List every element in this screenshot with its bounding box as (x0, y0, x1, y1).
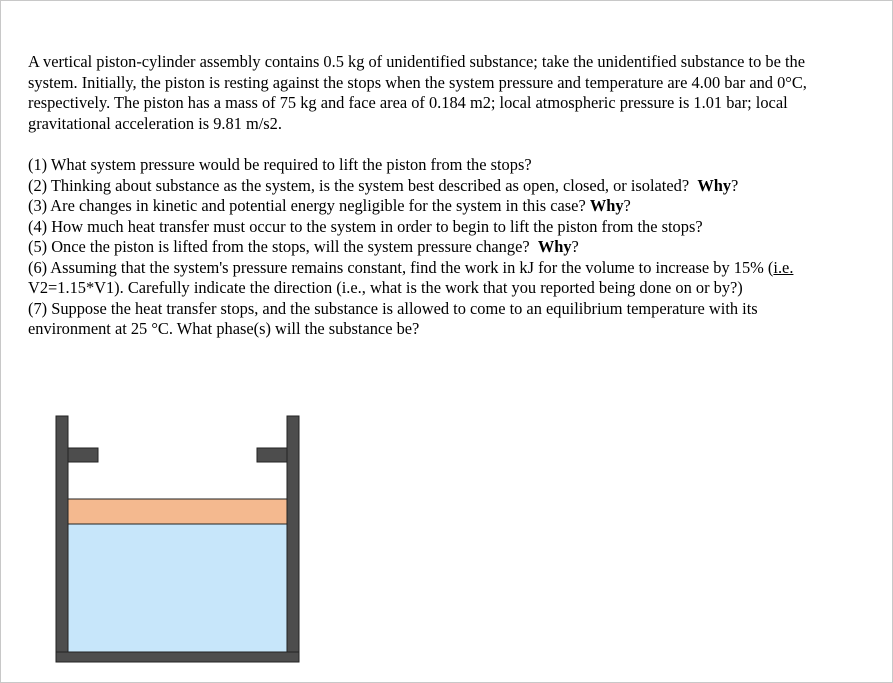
question-5-end: ? (571, 237, 579, 256)
cylinder-bottom (56, 652, 299, 662)
question-3-text: (3) Are changes in kinetic and potential energy negligible for the system in this case? (28, 196, 586, 215)
question-3 (28, 196, 843, 217)
cylinder-left-wall (56, 416, 68, 662)
substance-region (68, 524, 287, 652)
question-4-text: (4) How much heat transfer must occur to the system in order to begin to lift the piston from the stops? (28, 216, 703, 236)
question-6-ie: i.e. (773, 257, 794, 277)
problem-statement: A vertical piston-cylinder assembly contains 0.5 kg of unidentified substance; take the unidentified substance to be the system. Initially, the piston is resting against the stops when the system pressure and temperature are 4.00 bar and 0°C, respectively. The piston has a mass of 75 kg and face area of 0.184 m2; local atmospheric pressure is 1.01 bar; local gravitational acceleration is 9.81 m/s2. (28, 52, 807, 133)
question-7-text: (7) Suppose the heat transfer stops, and the substance is allowed to come to an equilibrium temperature with its environment at 25 °C. What phase(s) will the substance be? (28, 298, 758, 338)
question-5 (28, 237, 843, 258)
question-7 (28, 299, 843, 340)
piston (68, 499, 287, 524)
cylinder-right-wall (287, 416, 299, 662)
question-list (28, 155, 843, 340)
question-6 (28, 258, 843, 299)
question-3-why: Why (589, 196, 624, 215)
question-4 (28, 217, 843, 238)
question-2-text: (2) Thinking about substance as the system, is the system best described as open, closed, or isolated? (28, 175, 690, 195)
right-stop (257, 448, 287, 462)
question-2-end: ? (731, 175, 739, 195)
question-2-why: Why (697, 175, 732, 195)
question-3-end: ? (623, 196, 631, 215)
question-2 (28, 176, 843, 197)
question-6-start: (6) Assuming that the system's pressure remains constant, find the work in kJ for the volume to increase by 15% ( (28, 257, 774, 277)
question-5-why: Why (537, 237, 572, 256)
left-stop (68, 448, 98, 462)
question-1-text: (1) What system pressure would be required to lift the piston from the stops? (28, 155, 532, 174)
question-6-end: V2=1.15*V1). Carefully indicate the direction (i.e., what is the work that you reported being done on or by?) (28, 278, 743, 297)
piston-cylinder-diagram (50, 410, 310, 670)
question-1 (28, 155, 843, 176)
question-5-text: (5) Once the piston is lifted from the stops, will the system pressure change? (28, 237, 530, 256)
